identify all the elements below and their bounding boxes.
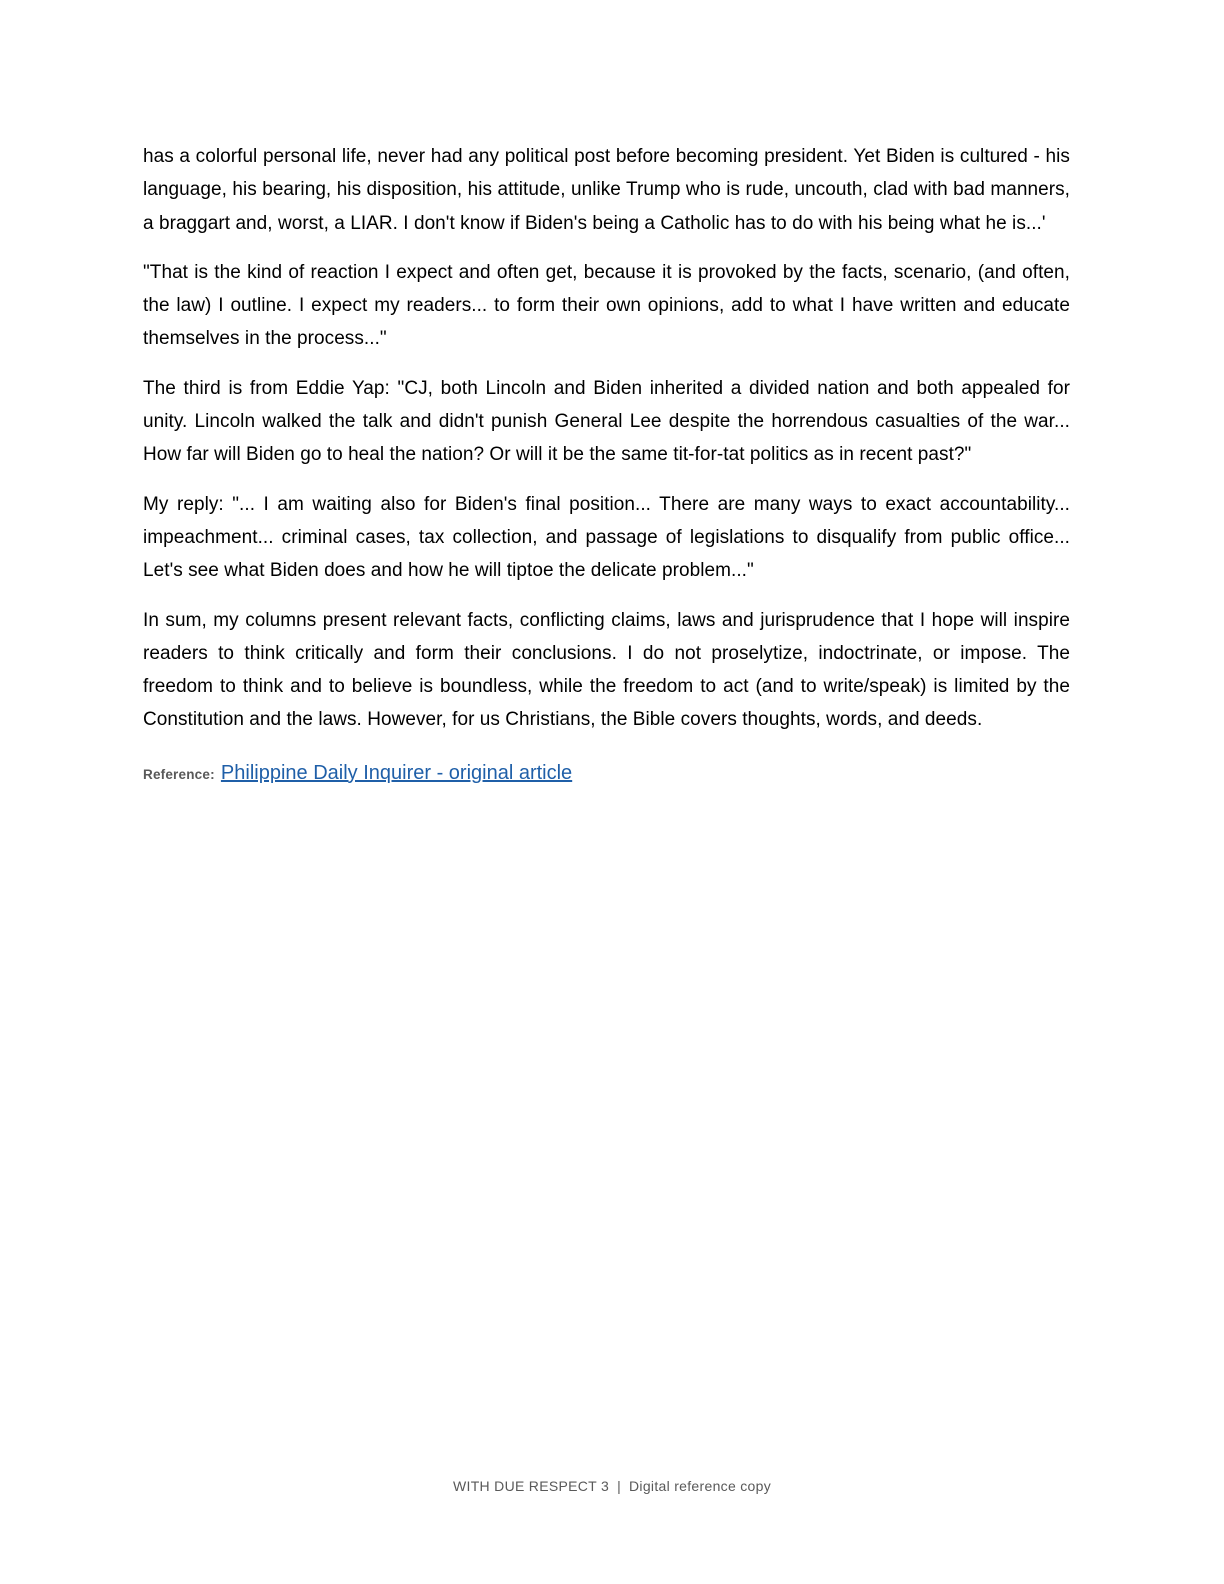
reference-link[interactable]: Philippine Daily Inquirer - original article bbox=[220, 761, 573, 784]
article-body bbox=[143, 140, 1070, 790]
reference-label: Reference: bbox=[143, 766, 215, 782]
footer-title: WITH DUE RESPECT 3 bbox=[453, 1478, 610, 1494]
footer-note: Digital reference copy bbox=[629, 1478, 771, 1494]
paragraph-4: My reply: "... I am waiting also for Biden's final position... There are many ways to exact accountability... impeachment... criminal cases, tax collection, and passage of legislations to disqualify from public office... Let's see what Biden does and how he will tiptoe the delicate problem..." bbox=[143, 493, 1070, 582]
paragraph-2: "That is the kind of reaction I expect and often get, because it is provoked by the facts, scenario, (and often, the law) I outline. I expect my readers... to form their own opinions, add to what I have written and educate themselves in the process..." bbox=[143, 261, 1070, 350]
reference-line bbox=[143, 757, 1070, 790]
paragraph-5: In sum, my columns present relevant facts, conflicting claims, laws and jurisprudence that I hope will inspire readers to think critically and form their conclusions. I do not proselytize, indoctrinate, or impose. The freedom to think and to believe is boundless, while the freedom to act (and to write/speak) is limited by the Constitution and the laws. However, for us Christians, the Bible covers thoughts, words, and deeds. bbox=[143, 609, 1070, 731]
page-footer bbox=[0, 1478, 1224, 1494]
paragraph-3: The third is from Eddie Yap: "CJ, both Lincoln and Biden inherited a divided nation and both appealed for unity. Lincoln walked the talk and didn't punish General Lee despite the horrendous casualties of the war... How far will Biden go to heal the nation? Or will it be the same tit-for-tat politics as in recent past?" bbox=[143, 377, 1070, 466]
footer-separator: | bbox=[617, 1478, 621, 1494]
paragraph-1: has a colorful personal life, never had any political post before becoming president. Yet Biden is cultured - his language, his bearing, his disposition, his attitude, unlike Trump who is rude, uncouth, clad with bad manners, a braggart and, worst, a LIAR. I don't know if Biden's being a Catholic has to do with his being what he is...' bbox=[143, 146, 1070, 234]
